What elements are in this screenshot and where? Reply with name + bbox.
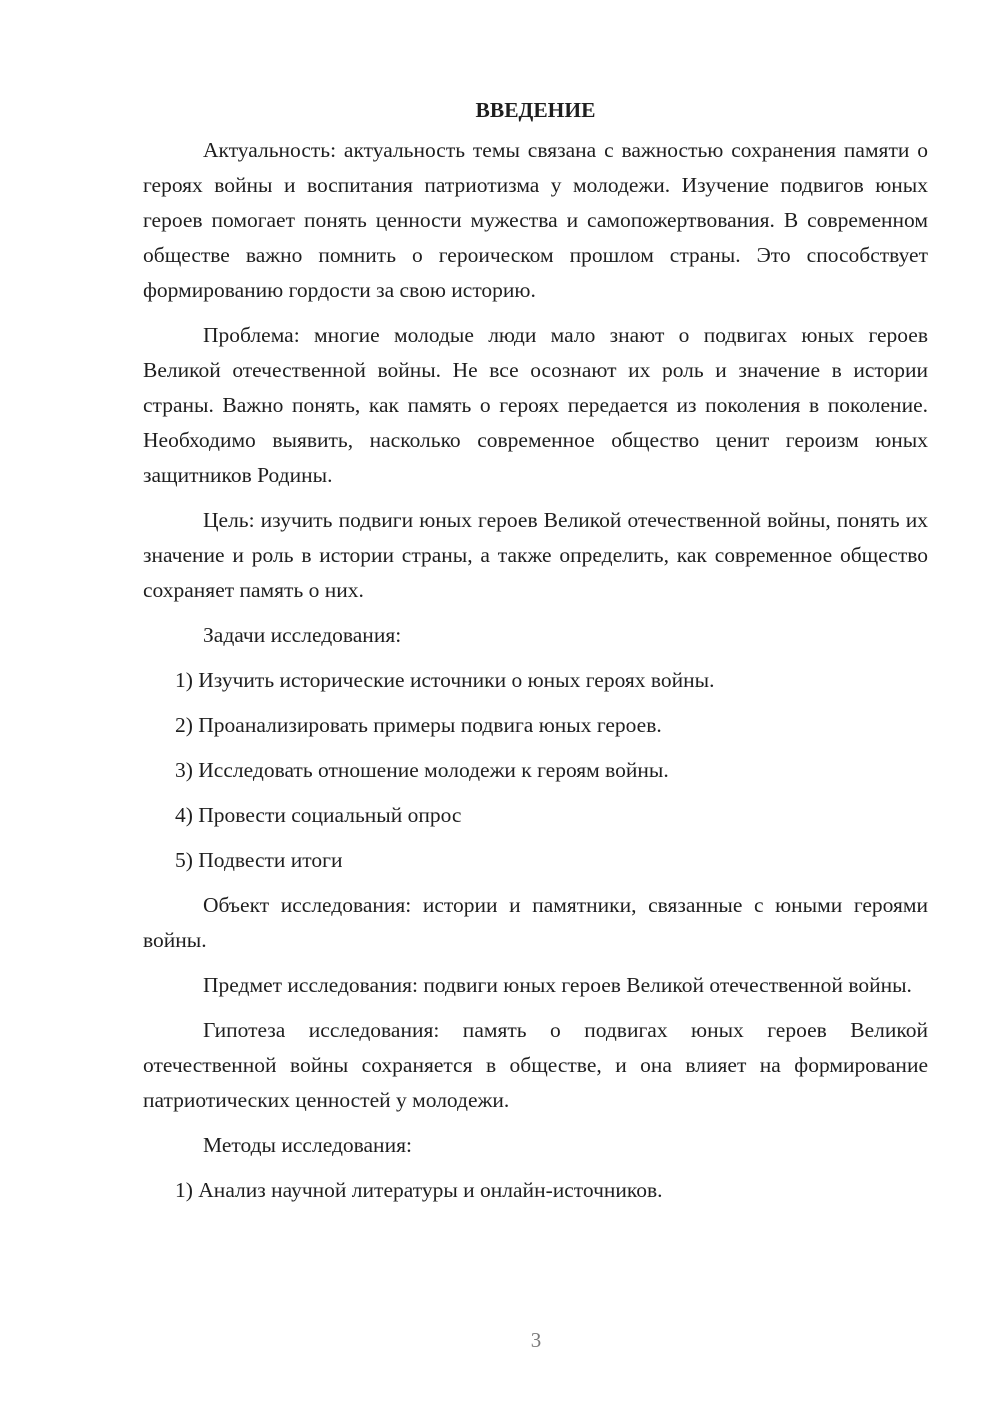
list-item: 4) Провести социальный опрос (175, 803, 462, 827)
list-item: 5) Подвести итоги (175, 848, 343, 872)
methods-list (143, 1173, 928, 1208)
problem-paragraph: Проблема: многие молодые люди мало знают о подвигах юных героев Великой отечественной войны. Не все осознают их роль и значение в истории страны. Важно понять, как память о героях передается из поколения в поколение. Необходимо выявить, насколько современное общество ценит героизм юных защитников Родины. (143, 323, 928, 487)
goal-paragraph: Цель: изучить подвиги юных героев Великой отечественной войны, понять их значение и роль в истории страны, а также определить, как современное общество сохраняет память о них. (143, 508, 928, 602)
list-item: 1) Анализ научной литературы и онлайн-источников. (175, 1178, 663, 1202)
subject-paragraph: Предмет исследования: подвиги юных героев Великой отечественной войны. (203, 973, 912, 997)
page-number: 3 (530, 1328, 542, 1352)
hypothesis-paragraph: Гипотеза исследования: память о подвигах юных героев Великой отечественной войны сохраняется в обществе, и она влияет на формирование патриотических ценностей у молодежи. (143, 1018, 928, 1112)
relevance-paragraph: Актуальность: актуальность темы связана с важностью сохранения памяти о героях войны и воспитания патриотизма у молодежи. Изучение подвигов юных героев помогает понять ценности мужества и самопожертвования. В современном обществе важно помнить о героическом прошлом страны. Это способствует формированию гордости за свою историю. (143, 138, 928, 302)
document-page (143, 92, 928, 1218)
list-item: 1) Изучить исторические источники о юных героях войны. (175, 668, 715, 692)
list-item: 2) Проанализировать примеры подвига юных героев. (175, 713, 662, 737)
tasks-heading: Задачи исследования: (203, 623, 402, 647)
methods-heading: Методы исследования: (203, 1133, 412, 1157)
object-paragraph: Объект исследования: истории и памятники, связанные с юными героями войны. (143, 893, 928, 952)
list-item: 3) Исследовать отношение молодежи к героям войны. (175, 758, 669, 782)
page-title: ВВЕДЕНИЕ (475, 98, 596, 122)
tasks-list (143, 663, 928, 878)
